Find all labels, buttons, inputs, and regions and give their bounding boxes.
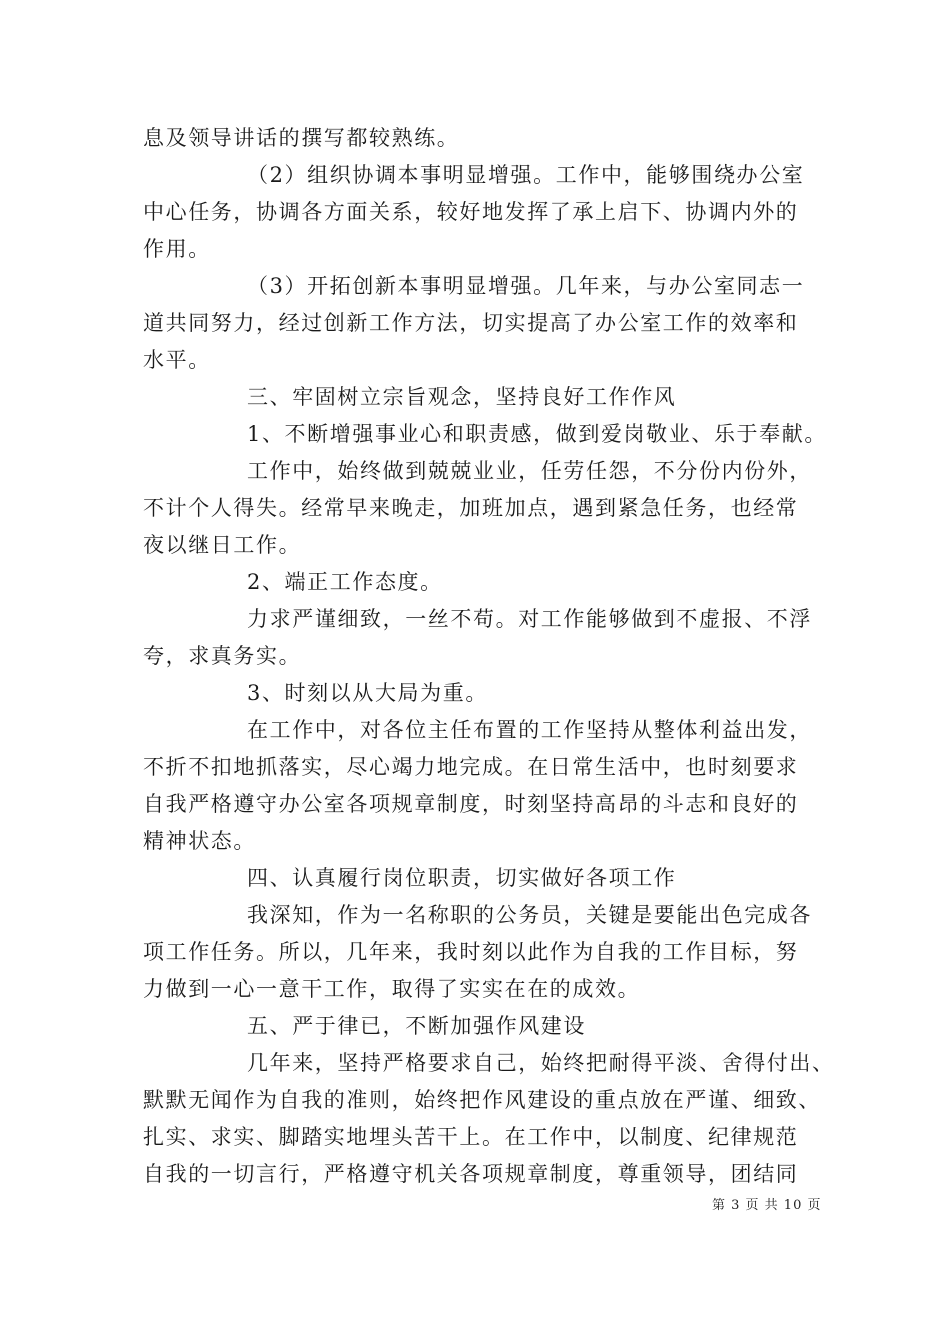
text-line: 项工作任务。所以，几年来，我时刻以此作为自我的工作目标，努	[143, 940, 799, 964]
text-line: 力做到一心一意干工作，取得了实实在在的成效。	[143, 977, 641, 1001]
text-line: 作用。	[143, 237, 211, 261]
text-line: 中心任务，协调各方面关系，较好地发挥了承上启下、协调内外的	[143, 200, 799, 224]
document-body	[143, 120, 835, 1193]
section-heading: 五、严于律已，不断加强作风建设	[247, 1014, 586, 1038]
text-line: 工作中，始终做到兢兢业业，任劳任怨，不分份内份外，	[247, 459, 812, 483]
text-line: 息及领导讲话的撰写都较熟练。	[143, 126, 460, 150]
text-line: 自我的一切言行，严格遵守机关各项规章制度，尊重领导，团结同	[143, 1162, 799, 1186]
section-heading: 三、牢固树立宗旨观念，坚持良好工作作风	[247, 385, 677, 409]
subsection-heading: 2、端正工作态度。	[247, 570, 443, 594]
text-line: 我深知，作为一名称职的公务员，关键是要能出色完成各	[247, 903, 812, 927]
text-line: 扎实、求实、脚踏实地埋头苦干上。在工作中，以制度、纪律规范	[143, 1125, 799, 1149]
text-line: 精神状态。	[143, 829, 256, 853]
text-line: 力求严谨细致，一丝不苟。对工作能够做到不虚报、不浮	[247, 607, 812, 631]
text-line: 默默无闻作为自我的准则，始终把作风建设的重点放在严谨、细致、	[143, 1088, 821, 1112]
text-line: 自我严格遵守办公室各项规章制度，时刻坚持高昂的斗志和良好的	[143, 792, 799, 816]
text-line: 在工作中，对各位主任布置的工作坚持从整体利益出发，	[247, 718, 812, 742]
text-line: 不折不扣地抓落实，尽心竭力地完成。在日常生活中，也时刻要求	[143, 755, 799, 779]
text-line: 道共同努力，经过创新工作方法，切实提高了办公室工作的效率和	[143, 311, 799, 335]
section-heading: 四、认真履行岗位职责，切实做好各项工作	[247, 866, 677, 890]
text-line: （3）开拓创新本事明显增强。几年来，与办公室同志一	[247, 274, 805, 298]
text-line: 夜以继日工作。	[143, 533, 302, 557]
subsection-heading: 3、时刻以从大局为重。	[247, 681, 488, 705]
text-line: 几年来，坚持严格要求自己，始终把耐得平淡、舍得付出、	[247, 1051, 835, 1075]
text-line: （2）组织协调本事明显增强。工作中，能够围绕办公室	[247, 163, 805, 187]
text-line: 夸，求真务实。	[143, 644, 302, 668]
page-number: 第 3 页 共 10 页	[712, 1198, 822, 1213]
text-line: 不计个人得失。经常早来晚走，加班加点，遇到紧急任务，也经常	[143, 496, 799, 520]
subsection-heading: 1、不断增强事业心和职责感，做到爱岗敬业、乐于奉献。	[247, 422, 827, 446]
text-line: 水平。	[143, 348, 211, 372]
